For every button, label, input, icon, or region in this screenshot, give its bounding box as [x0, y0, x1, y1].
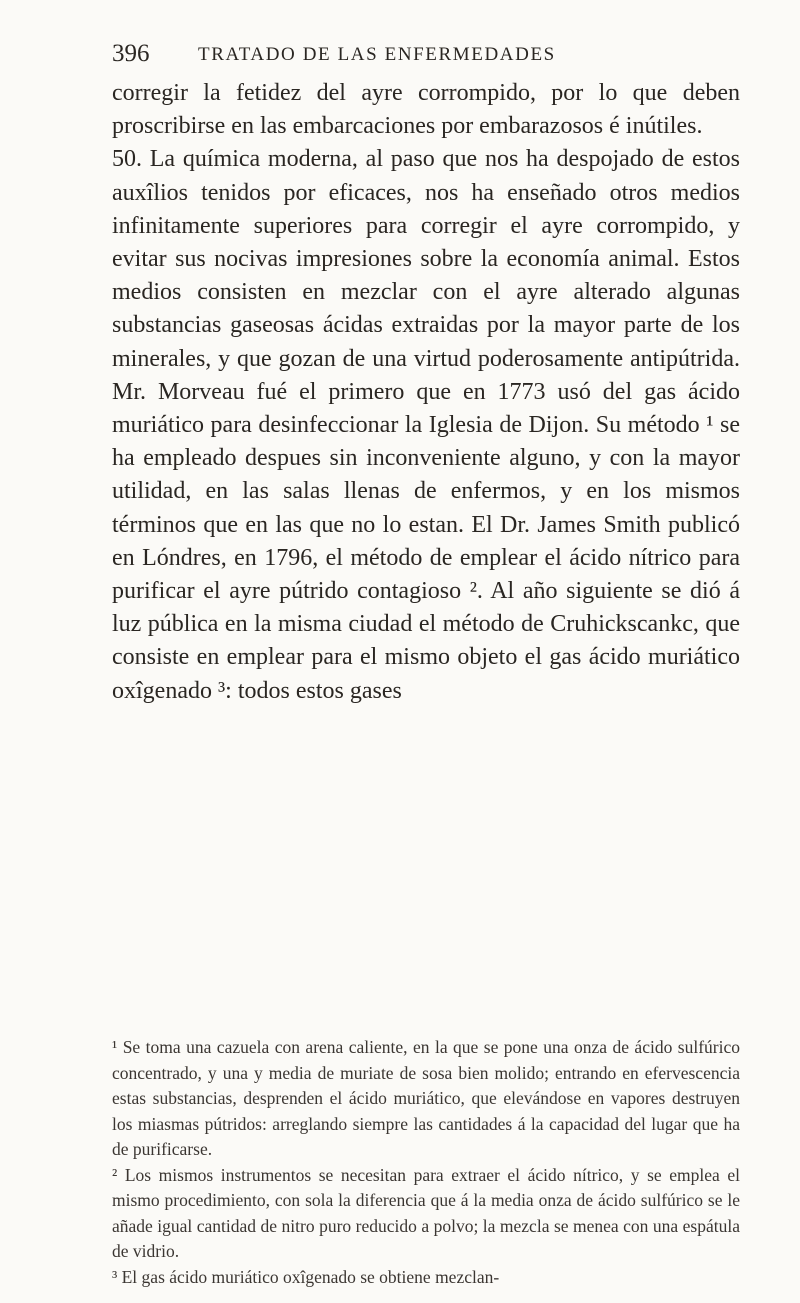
page-number: 396: [112, 40, 150, 67]
footnotes: ¹ Se toma una cazuela con arena caliente, en la que se pone una onza de ácido sulfúrico concentrado, y una y media de muriate de sosa bien molido; entrando en efervescencia estas substancias, desprenden el ácido muriático, que elevándose en vapores destruyen los miasmas pútridos: arreglando siempre las cantidades á la capacidad del lugar que ha de purificarse. ² Los mismos instrumentos se necesitan para extraer el ácido nítrico, y se emplea el mismo procedimiento, con sola la diferencia que á la media onza de ácido sulfúrico se le añade igual cantidad de nitro puro reducido a polvo; la mezcla se menea con una espátula de vidrio. ³ El gas ácido muriático oxîgenado se obtiene mezclan-: [112, 1037, 740, 1287]
running-head: TRATADO DE LAS ENFERMEDADES: [198, 44, 556, 65]
body-text: corregir la fetidez del ayre corrompido, por lo que deben proscribirse en las embarcaciones por embarazosos é inútiles. 50. La química moderna, al paso que nos ha despojado de estos auxîlios tenidos por eficaces, nos ha enseñado otros medios infinitamente superiores para corregir el ayre corrompido, y evitar sus nocivas impresiones sobre la economía animal. Estos medios consisten en mezclar con el ayre alterado algunas substancias gaseosas ácidas extraidas por la mayor parte de los minerales, y que gozan de una virtud poderosamente antipútrida. Mr. Morveau fué el primero que en 1773 usó del gas ácido muriático para desinfeccionar la Iglesia de Dijon. Su método ¹ se ha empleado despues sin inconveniente alguno, y con la mayor utilidad, en las salas llenas de enfermos, y en los mismos términos que en las que no lo estan. El Dr. James Smith publicó en Lóndres, en 1796, el método de emplear el ácido nítrico para purificar el ayre pútrido contagioso ². Al año siguiente se dió á luz pública en la misma ciudad el método de Cruhickscankc, que consiste en emplear para el mismo objeto el gas ácido muriático oxîgenado ³: todos estos gases: [112, 80, 740, 704]
page-header: [112, 36, 732, 76]
